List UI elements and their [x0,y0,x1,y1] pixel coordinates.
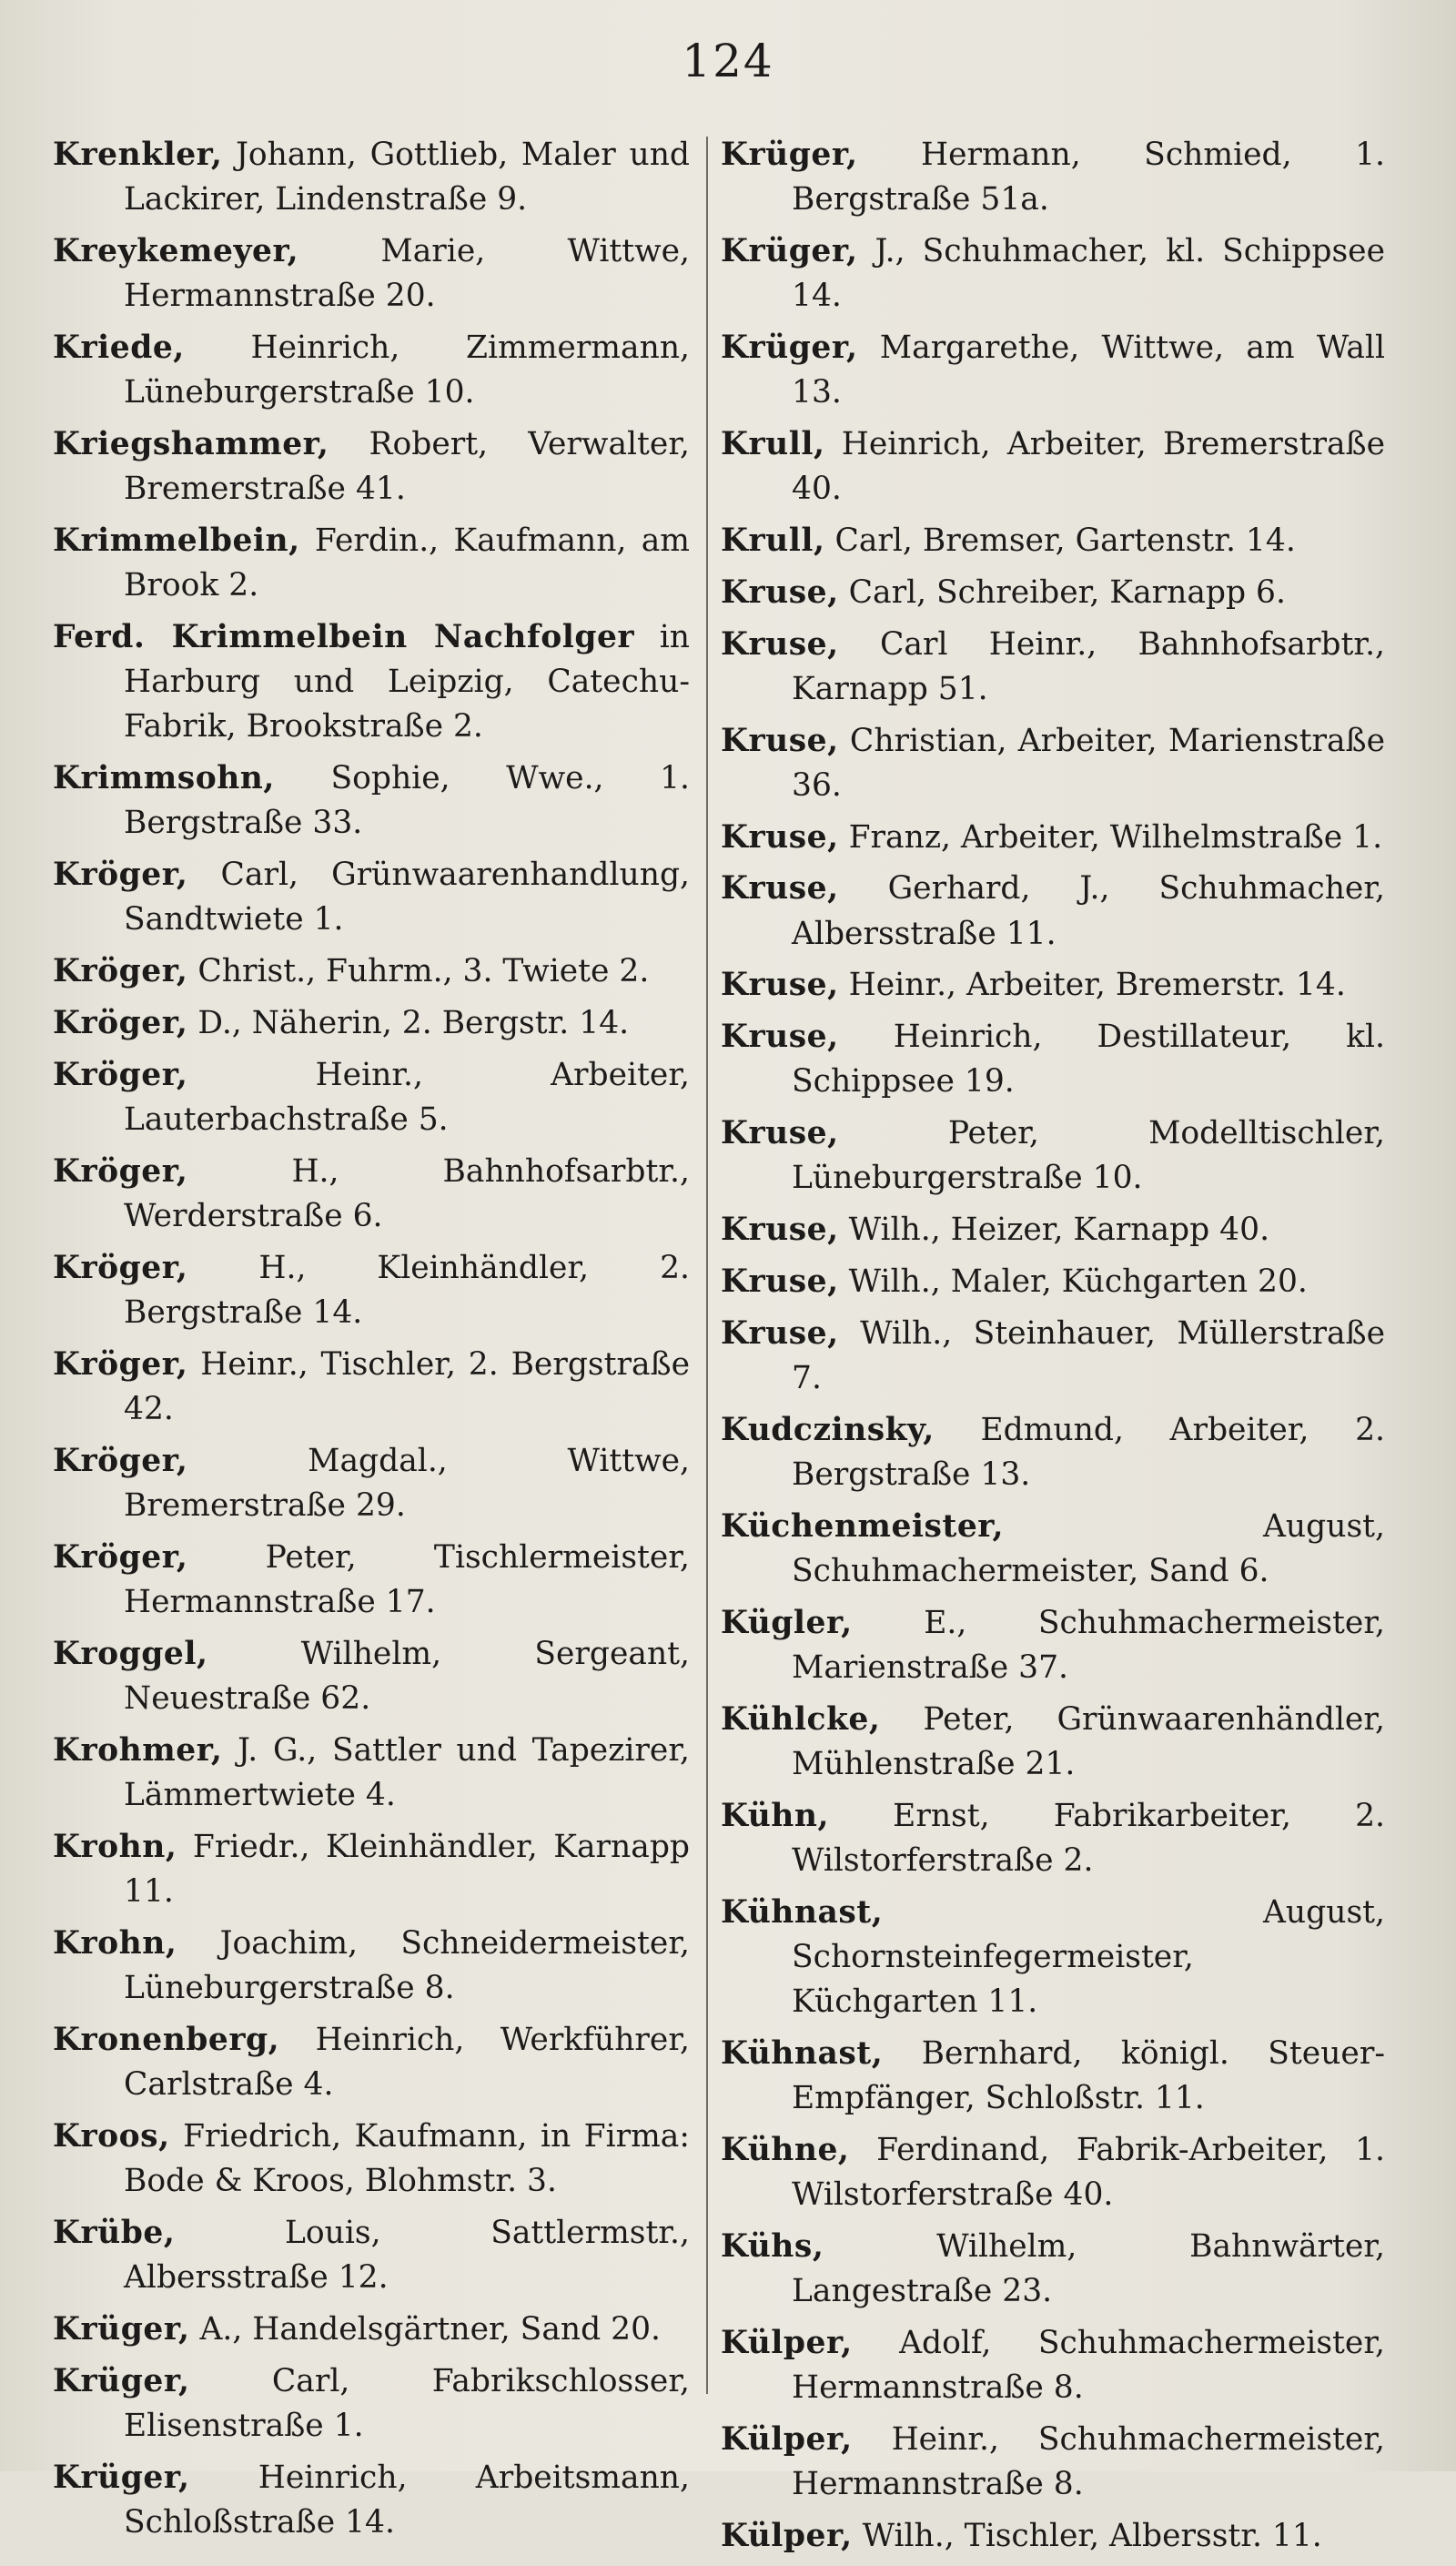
directory-entry [53,1439,690,1528]
directory-entry [53,756,690,846]
entry-details: Robert, Verwalter, Bremerstraße 41. [124,426,690,508]
entry-surname: Kriegshammer, [53,426,329,462]
entry-surname: Krüger, [53,2310,190,2348]
entry-details: Friedr., Kleinhändler, Karnapp 11. [124,1828,691,1910]
entry-surname: Krull, [721,426,825,462]
entry-surname: Kröger, [53,1345,188,1383]
entry-details: J. G., Sattler und Tapezirer, Lämmertwiete 4. [124,1731,690,1813]
entry-surname: Kroos, [53,2117,170,2155]
entry-details: H., Kleinhändler, 2. Bergstraße 14. [124,1249,691,1331]
directory-entry [721,1794,1385,1883]
entry-surname: Krüger, [721,330,858,366]
entry-surname: Kühne, [721,2131,850,2168]
directory-entry [721,1505,1385,1594]
directory-entry [53,1922,690,2011]
directory-entry [721,816,1385,860]
directory-entry [721,1312,1385,1401]
directory-entry [721,719,1385,808]
entry-details: Heinrich, Zimmermann, Lüneburgerstraße 10. [124,330,690,411]
entry-details: Heinr., Arbeiter, Bremerstr. 14. [848,967,1346,1004]
directory-entry [721,2032,1385,2121]
entry-details: Heinrich, Destillateur, kl. Schippsee 19. [792,1019,1385,1100]
entry-details: Heinr., Schuhmachermeister, Hermannstraße 8. [792,2420,1386,2503]
entry-details: in Harburg und Leipzig, Catechu-Fabrik, Brookstraße 2. [124,619,691,745]
entry-surname: Kudczinsky, [721,1411,935,1448]
entry-surname: Krohn, [53,1828,177,1865]
entry-surname: Külper, [721,2517,853,2554]
entry-details: Friedrich, Kaufmann, in Firma: Bode & Kroos, Blohmstr. 3. [124,2117,690,2199]
directory-entry [721,2225,1385,2314]
directory-entry [53,326,690,415]
directory-entry [53,2456,690,2545]
directory-entry [721,422,1385,512]
entry-surname: Krüger, [53,2459,190,2496]
directory-entry [53,133,690,222]
entry-details: Marie, Wittwe, Hermannstraße 20. [124,233,690,315]
directory-entry [53,853,690,942]
entry-surname: Kügler, [721,1604,853,1641]
entry-details: August, Schornsteinfegermeister, Küchgarten 11. [792,1893,1385,2021]
entry-details: Louis, Sattlermstr., Albersstraße 12. [124,2214,690,2296]
directory-entry [53,1150,690,1239]
entry-surname: Kruse, [721,967,839,1004]
entry-details: Edmund, Arbeiter, 2. Bergstraße 13. [792,1411,1386,1493]
entry-details: August, Schuhmachermeister, Sand 6. [792,1507,1385,1589]
entry-surname: Kruse, [721,818,839,856]
entry-surname: Krüger, [53,2362,190,2399]
entry-surname: Ferd. Krimmelbein Nachfolger [53,619,635,655]
directory-entry [721,1260,1385,1304]
entry-details: Wilh., Maler, Küchgarten 20. [848,1263,1308,1300]
directory-entry [53,2307,690,2352]
entry-details: Carl, Schreiber, Karnapp 6. [848,573,1286,611]
directory-entry [53,229,690,319]
entry-surname: Kruse, [721,1314,839,1352]
entry-surname: Krübe, [53,2214,176,2251]
directory-entry [721,1891,1385,2025]
entry-surname: Kruse, [721,722,839,759]
entry-surname: Kröger, [53,857,188,894]
directory-entry [721,1208,1385,1253]
entry-surname: Kruse, [721,1019,839,1056]
directory-entry [721,2128,1385,2217]
entry-surname: Krohmer, [53,1731,223,1769]
directory-entry [53,2115,690,2204]
directory-entry [721,326,1385,415]
entry-surname: Kroggel, [53,1635,208,1672]
entry-surname: Krohn, [53,1924,177,1962]
directory-entry [53,1536,690,1625]
directory-entry [721,571,1385,615]
entry-surname: Krenkler, [53,137,223,173]
directory-entry [53,422,690,512]
entry-details: A., Handelsgärtner, Sand 20. [199,2310,662,2348]
directory-entry [721,963,1385,1008]
entry-surname: Kühs, [721,2227,824,2265]
entry-details: Carl, Fabrikschlosser, Elisenstraße 1. [124,2362,690,2444]
entry-surname: Kühnast, [721,2034,884,2072]
entry-details: Wilh., Steinhauer, Müllerstraße 7. [792,1314,1385,1396]
entry-details: Wilh., Tischler, Albersstr. 11. [862,2517,1322,2554]
entry-details: Wilhelm, Sergeant, Neuestraße 62. [124,1635,690,1717]
directory-entry [53,1632,690,1721]
entry-surname: Kreykemeyer, [53,233,299,269]
entry-surname: Kröger, [53,953,188,990]
entry-surname: Kriede, [53,330,185,366]
entry-details: D., Näherin, 2. Bergstr. 14. [197,1005,630,1041]
entry-details: H., Bahnhofsarbtr., Werderstraße 6. [124,1152,690,1234]
entry-surname: Krüger, [721,233,858,269]
entry-surname: Kröger, [53,1005,188,1041]
directory-entry [721,229,1385,319]
entry-details: Ferdin., Kaufmann, am Brook 2. [124,522,691,604]
entry-surname: Kröger, [53,1442,188,1479]
entry-details: Hermann, Schmied, 1. Bergstraße 51a. [792,137,1385,218]
directory-entry [721,1601,1385,1690]
entry-details: Margarethe, Wittwe, am Wall 13. [792,330,1385,411]
entry-surname: Kühnast, [721,1893,884,1931]
entry-details: Franz, Arbeiter, Wilhelmstraße 1. [848,818,1383,856]
entry-surname: Kruse, [721,1263,839,1300]
directory-entry [721,1408,1385,1497]
entry-details: Peter, Modelltischler, Lüneburgerstraße 10. [792,1115,1385,1197]
entry-details: Ernst, Fabrikarbeiter, 2. Wilstorferstraße 2. [792,1797,1385,1879]
entry-surname: Kronenberg, [53,2021,280,2058]
entry-details: Christian, Arbeiter, Marienstraße 36. [792,722,1385,804]
directory-entry [721,1015,1385,1104]
entry-details: Wilhelm, Bahnwärter, Langestraße 23. [792,2227,1385,2310]
entry-surname: Krimmsohn, [53,760,275,797]
entry-details: Ferdinand, Fabrik-Arbeiter, 1. Wilstorferstraße 40. [792,2131,1385,2214]
entry-details: Heinrich, Arbeitsmann, Schloßstraße 14. [124,2459,690,2541]
directory-entry [721,519,1385,563]
entry-details: Heinrich, Werkführer, Carlstraße 4. [124,2021,690,2103]
entry-surname: Krull, [721,522,825,559]
directory-entry [53,615,690,750]
entry-surname: Kruse, [721,1115,839,1152]
directory-entry [53,1343,690,1432]
entry-details: E., Schuhmachermeister, Marienstraße 37. [792,1604,1385,1686]
page-number: 124 [682,35,774,87]
entry-details: Johann, Gottlieb, Maler und Lackirer, Lindenstraße 9. [124,137,691,218]
entry-surname: Kröger, [53,1249,188,1286]
left-column [53,133,690,2552]
entry-details: Peter, Tischlermeister, Hermannstraße 17. [124,1538,690,1620]
entry-details: Sophie, Wwe., 1. Bergstraße 33. [124,760,690,842]
entry-details: Carl, Bremser, Gartenstr. 14. [834,522,1296,559]
entry-details: Heinr., Tischler, 2. Bergstraße 42. [124,1345,691,1427]
directory-entry [53,1246,690,1335]
entry-details: Peter, Grünwaarenhändler, Mühlenstraße 21. [792,1700,1385,1782]
directory-entry [53,1825,690,1914]
directory-entry [53,2359,690,2449]
directory-entry [53,1053,690,1142]
entry-details: Adolf, Schuhmachermeister, Hermannstraße 8. [792,2324,1385,2407]
entry-details: Heinrich, Arbeiter, Bremerstraße 40. [792,426,1386,508]
directory-entry [53,1729,690,1818]
entry-surname: Kruse, [721,625,839,663]
directory-entry [721,2514,1385,2559]
entry-surname: Kröger, [53,1056,188,1093]
entry-surname: Kruse, [721,870,839,908]
entry-details: Carl Heinr., Bahnhofsarbtr., Karnapp 51. [792,625,1385,707]
entry-surname: Kühn, [721,1797,829,1834]
directory-entry [721,1698,1385,1787]
entry-details: Magdal., Wittwe, Bremerstraße 29. [124,1442,690,1524]
entry-surname: Külper, [721,2324,853,2361]
column-divider [706,137,708,2394]
entry-details: Wilh., Heizer, Karnapp 40. [848,1212,1270,1249]
entry-details: J., Schuhmacher, kl. Schippsee 14. [792,233,1385,315]
entry-details: Carl, Grünwaarenhandlung, Sandtwiete 1. [124,857,691,938]
entry-surname: Küchenmeister, [721,1507,1004,1545]
entry-surname: Kröger, [53,1152,188,1190]
directory-entry [721,1111,1385,1201]
directory-entry [53,519,690,608]
right-column [721,133,1385,2566]
entry-details: Joachim, Schneidermeister, Lüneburgerstraße 8. [124,1924,690,2006]
entry-surname: Külper, [721,2420,853,2458]
entry-details: Heinr., Arbeiter, Lauterbachstraße 5. [124,1056,690,1138]
directory-entry [53,1001,690,1046]
entry-details: Gerhard, J., Schuhmacher, Albersstraße 11. [792,870,1385,952]
entry-surname: Kruse, [721,573,839,611]
directory-entry [721,867,1385,956]
entry-details: Christ., Fuhrm., 3. Twiete 2. [197,953,650,990]
entry-surname: Kröger, [53,1538,188,1576]
entry-surname: Kruse, [721,1212,839,1249]
directory-entry [53,949,690,994]
entry-surname: Krüger, [721,137,858,173]
directory-entry [721,2321,1385,2410]
directory-entry [53,2018,690,2107]
directory-entry [721,623,1385,712]
entry-surname: Kühlcke, [721,1700,881,1738]
entry-surname: Krimmelbein, [53,522,300,559]
directory-entry [721,133,1385,222]
entry-details: Bernhard, königl. Steuer-Empfänger, Schloßstr. 11. [792,2034,1385,2117]
directory-entry [53,2211,690,2300]
directory-entry [721,2418,1385,2507]
